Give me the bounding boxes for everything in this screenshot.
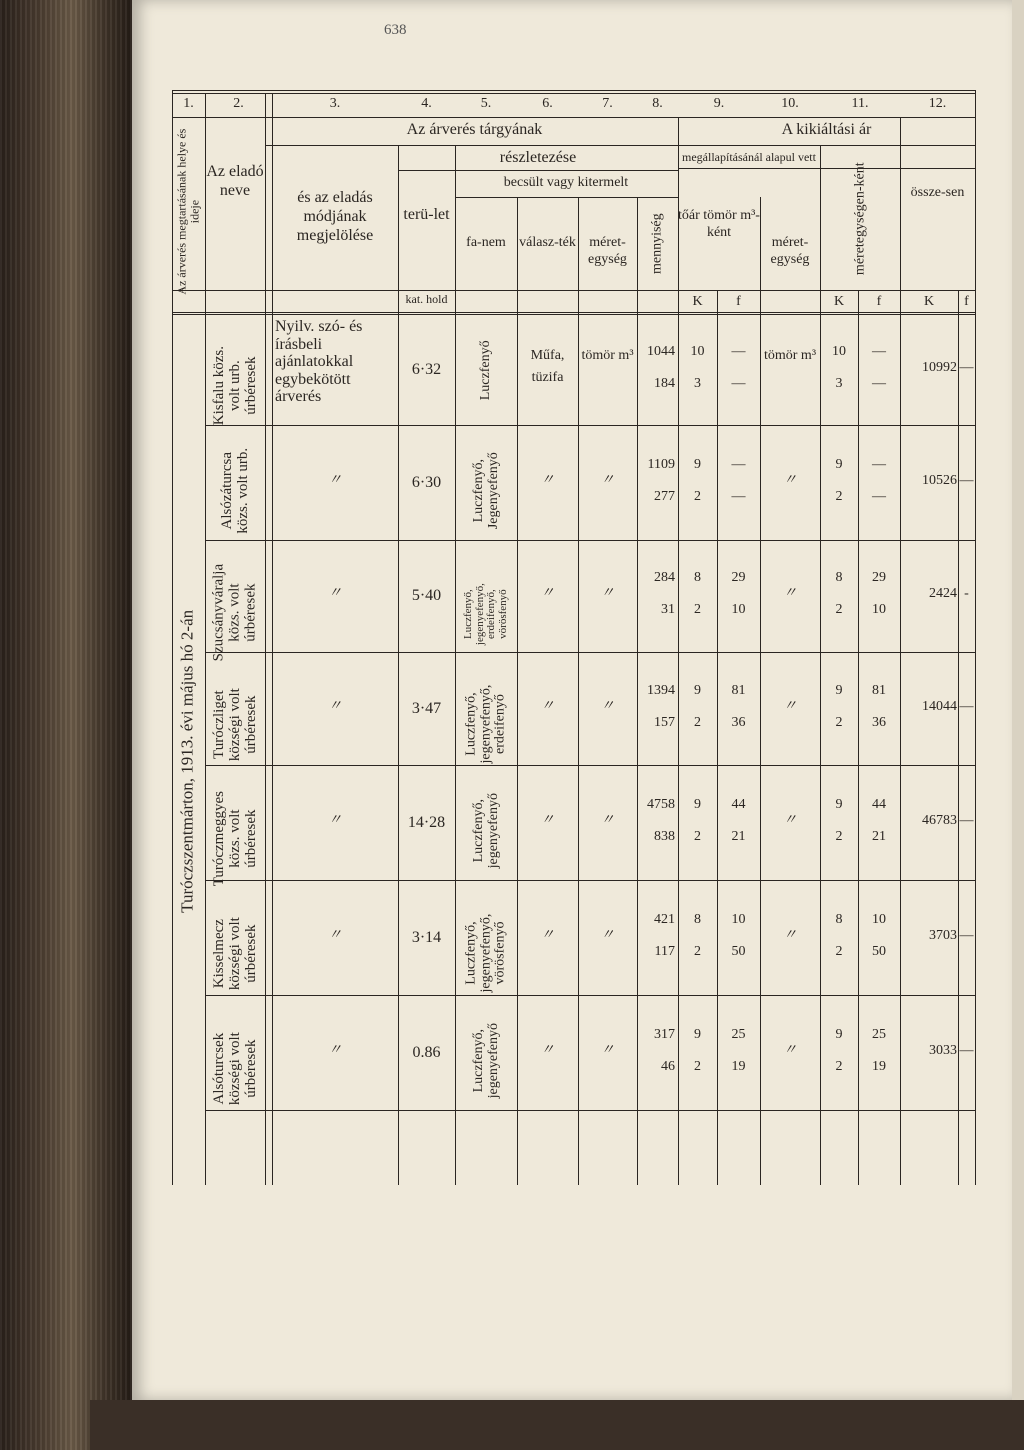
column-number: 6. <box>542 96 553 111</box>
rule-v <box>678 117 679 1185</box>
row-rule <box>205 652 975 653</box>
row-unit2: 〃 <box>783 586 797 601</box>
row-unit2: 〃 <box>783 698 797 714</box>
column-number: 2. <box>233 96 244 111</box>
row-unit: 〃 <box>600 812 615 828</box>
row-quantity: 184 <box>654 375 675 391</box>
row-rule <box>205 880 975 881</box>
column-number: 1. <box>183 96 194 111</box>
header-assortment: válasz-ték <box>519 235 576 250</box>
row-method: 〃 <box>328 1042 342 1058</box>
row-assortment: 〃 <box>540 472 555 488</box>
row-total-f: - <box>964 586 969 601</box>
rule-v <box>272 93 273 1185</box>
header-area-unit: kat. hold <box>405 292 448 306</box>
row-price-f: 81 <box>731 682 746 698</box>
rule-v-K-f-1 <box>717 290 718 1185</box>
row-unit2: 〃 <box>783 812 797 828</box>
row-area: 6·32 <box>411 360 442 378</box>
row-quantity: 277 <box>654 488 675 504</box>
row-species: Luczfenyő, jegenyefenyő, erdeifenyő <box>462 684 508 763</box>
row-price-K: 2 <box>694 602 701 617</box>
row-total-f: — <box>959 698 974 714</box>
row-unit: 〃 <box>600 472 615 488</box>
rule-v <box>900 117 901 1185</box>
row-price-f: 25 <box>731 1026 746 1042</box>
row-per-unit-f: 81 <box>872 682 886 698</box>
row-per-unit-K: 10 <box>832 343 846 359</box>
column-number: 11. <box>851 96 869 111</box>
row-assortment: 〃 <box>540 1042 555 1058</box>
header-place-time: Az árverés megtartásának helye és ideje <box>174 128 201 295</box>
row-total-K: 46783 <box>922 812 957 828</box>
row-seller: Turóczmeggyes közs. volt úrbéresek <box>210 790 258 887</box>
row-unit2: 〃 <box>783 472 797 488</box>
row-price-K: 2 <box>694 488 701 504</box>
row-price-K: 2 <box>694 1058 701 1074</box>
row-per-unit-f: — <box>872 375 886 391</box>
header-rule-1 <box>265 145 975 146</box>
row-assortment: 〃 <box>540 698 555 714</box>
row-unit: 〃 <box>600 927 615 943</box>
header-total: össze-sen <box>910 185 965 200</box>
row-per-unit-K: 8 <box>835 570 843 585</box>
row-per-unit-f: 10 <box>872 602 886 617</box>
header-per-unit: méretegységen-ként <box>852 162 868 276</box>
row-per-unit-f: 44 <box>872 796 886 812</box>
page-number: 638 <box>384 22 407 38</box>
header-K: K <box>923 294 935 309</box>
header-quantity: mennyiség <box>649 213 665 275</box>
rule-v-K-f-2 <box>858 290 859 1185</box>
row-rule <box>205 765 975 766</box>
column-number: 4. <box>421 96 432 111</box>
row-per-unit-f: 25 <box>872 1026 886 1042</box>
header-details: részletezése <box>499 149 577 166</box>
header-rule-2 <box>398 170 678 171</box>
row-price-K: 10 <box>690 343 705 359</box>
header-stump-price: tőár tömör m³-ként <box>678 208 760 240</box>
row-seller: Kisselmecz községi volt úrbéresek <box>210 917 258 991</box>
row-quantity: 838 <box>654 828 675 844</box>
row-per-unit-f: 21 <box>872 828 886 844</box>
row-seller: Alsózáturcsa közs. volt urb. <box>218 447 250 534</box>
row-quantity: 4758 <box>647 796 675 812</box>
row-assortment: 〃 <box>540 586 555 601</box>
row-per-unit-K: 2 <box>835 488 843 504</box>
row-quantity: 421 <box>654 911 675 927</box>
header-f: f <box>736 294 741 309</box>
row-price-K: 2 <box>694 828 701 844</box>
row-price-f: 10 <box>731 911 746 927</box>
row-price-f: — <box>731 375 746 391</box>
row-species: Luczfenyő, jegenyefenyő, erdeifenyő, vörösfenyő <box>461 582 509 645</box>
row-per-unit-K: 9 <box>835 796 843 812</box>
column-number: 10. <box>781 96 799 111</box>
row-area: 5·40 <box>411 587 442 604</box>
row-price-f: — <box>731 488 746 504</box>
row-species: Luczfenyő, jegenyefenyő, vörösfenyő <box>462 913 508 992</box>
header-f: f <box>964 294 969 309</box>
row-quantity: 46 <box>661 1058 675 1074</box>
row-quantity: 317 <box>654 1026 675 1042</box>
row-price-f: 44 <box>731 796 746 812</box>
header-K: K <box>833 294 845 309</box>
header-units-rule <box>172 312 975 313</box>
row-assortment: 〃 <box>540 812 555 828</box>
row-method: 〃 <box>328 698 342 714</box>
row-quantity: 31 <box>661 602 675 617</box>
table-top-rule <box>172 90 975 91</box>
table-top-rule-2 <box>172 93 975 94</box>
row-per-unit-K: 2 <box>835 714 843 730</box>
row-species: Luczfenyő, jegenyefenyő <box>470 792 500 868</box>
row-per-unit-f: 19 <box>872 1058 886 1074</box>
row-rule <box>205 995 975 996</box>
place-time-text: Turóczszentmárton, 1913. évi május hó 2-án <box>177 609 197 913</box>
row-quantity: 157 <box>654 714 675 730</box>
row-rule <box>205 425 975 426</box>
row-per-unit-K: 8 <box>835 911 843 927</box>
column-number: 12. <box>928 96 947 111</box>
row-price-f: — <box>731 343 746 359</box>
header-K: K <box>692 294 703 309</box>
header-rule-4 <box>678 168 975 169</box>
header-subject-group: Az árverés tárgyának <box>406 121 543 138</box>
row-unit: 〃 <box>600 586 615 601</box>
row-unit2: tömör m³ <box>763 348 817 363</box>
row-area: 6·30 <box>411 473 442 491</box>
header-estimated: becsült vagy kitermelt <box>503 175 629 190</box>
row-per-unit-K: 9 <box>835 456 843 472</box>
header-sale-method: és az eladás módjának megjelölése <box>296 189 374 245</box>
page-edge <box>1012 0 1024 1400</box>
rule-v <box>205 93 206 1185</box>
row-total-K: 2424 <box>929 586 957 601</box>
row-unit2: 〃 <box>783 927 797 943</box>
row-rule <box>205 1110 975 1111</box>
row-price-K: 8 <box>694 911 701 927</box>
row-species: Luczfenyő, Jegenyefenyő <box>470 451 500 529</box>
header-bottom-rule <box>172 290 975 291</box>
row-unit: 〃 <box>600 698 615 714</box>
row-quantity: 117 <box>654 943 675 959</box>
row-unit2: 〃 <box>783 1042 797 1058</box>
header-f: f <box>876 294 882 309</box>
row-price-f: 10 <box>731 602 746 617</box>
row-area: 3·47 <box>411 699 442 717</box>
row-price-K: 8 <box>694 570 701 585</box>
row-total-f: — <box>959 472 974 488</box>
column-number: 7. <box>602 96 613 111</box>
row-per-unit-f: 10 <box>872 911 886 927</box>
row-per-unit-f: 50 <box>872 943 886 959</box>
row-total-f: — <box>959 812 974 828</box>
row-per-unit-f: — <box>872 456 886 472</box>
row-price-K: 9 <box>694 1026 701 1042</box>
row-price-f: 19 <box>731 1058 746 1074</box>
row-total-f: — <box>959 1042 974 1058</box>
row-method: 〃 <box>328 812 342 828</box>
row-per-unit-K: 2 <box>835 943 843 959</box>
auction-table <box>172 90 980 1180</box>
row-price-K: 3 <box>694 375 701 391</box>
header-wood-type: fa-nem <box>466 235 506 250</box>
row-per-unit-K: 2 <box>835 828 843 844</box>
row-seller: Alsóturcsek községi volt úrbéresek <box>210 1032 258 1106</box>
rule-v <box>172 90 173 1185</box>
header-measure-unit: méret-egység <box>588 235 627 267</box>
row-price-f: 50 <box>731 943 746 959</box>
row-price-f: 36 <box>731 714 746 730</box>
row-species: Luczfenyő <box>477 339 493 400</box>
row-price-f: 21 <box>731 828 746 844</box>
row-quantity: 284 <box>654 570 675 585</box>
row-quantity: 1044 <box>647 343 675 359</box>
row-seller: Kisfalu közs. volt urb. úrbéresek <box>210 346 258 426</box>
row-per-unit-K: 9 <box>835 682 843 698</box>
row-per-unit-f: — <box>872 488 886 504</box>
row-seller: Turóczliget községi volt úrbéresek <box>210 688 258 762</box>
rule-v <box>265 93 266 1185</box>
col-number-rule <box>172 117 975 118</box>
row-unit: tömör m³ <box>581 348 634 363</box>
row-quantity: 1394 <box>647 682 675 698</box>
row-method: 〃 <box>328 927 342 943</box>
row-price-K: 9 <box>694 456 701 472</box>
row-per-unit-f: 29 <box>872 570 886 585</box>
header-basis: megállapításánál alapul vett <box>682 150 816 164</box>
row-total-K: 10992 <box>922 359 957 375</box>
row-area: 3·14 <box>411 928 442 946</box>
row-per-unit-K: 9 <box>835 1026 843 1042</box>
column-number: 9. <box>713 96 725 111</box>
row-method: 〃 <box>328 472 342 488</box>
book-spine <box>0 0 132 1450</box>
row-per-unit-K: 3 <box>835 375 843 391</box>
row-total-K: 3033 <box>929 1042 957 1058</box>
row-rule <box>205 540 975 541</box>
row-total-K: 14044 <box>922 698 957 714</box>
header-unit2: méret-egység <box>770 235 810 267</box>
header-seller-name: Az eladó neve <box>206 163 264 200</box>
rule-v <box>455 145 456 1185</box>
row-per-unit-f: 36 <box>872 714 886 730</box>
column-number: 5. <box>480 96 492 111</box>
row-price-f: — <box>731 456 746 472</box>
row-assortment: 〃 <box>540 927 555 943</box>
row-price-f: 29 <box>731 570 746 585</box>
row-assortment: Műfa, tüzifa <box>530 348 565 386</box>
row-total-f: — <box>959 927 974 943</box>
row-quantity: 1109 <box>647 456 675 472</box>
row-price-K: 9 <box>694 682 701 698</box>
row-price-K: 9 <box>694 796 701 812</box>
row-per-unit-K: 2 <box>835 602 843 617</box>
row-method: Nyilv. szó- és írásbeli ajánlatokkal egybekötött árverés <box>275 318 363 406</box>
row-total-f: — <box>959 359 974 375</box>
row-price-K: 2 <box>694 714 701 730</box>
row-method: 〃 <box>328 586 342 601</box>
row-area: 0.86 <box>412 1043 441 1061</box>
row-seller: Szucsányváralja közs. volt úrbéresek <box>210 563 258 661</box>
column-number: 8. <box>652 96 663 111</box>
header-units-rule-2 <box>172 314 975 315</box>
book-bottom <box>90 1400 1024 1450</box>
header-rule-3 <box>455 197 678 198</box>
row-per-unit-f: — <box>872 343 886 359</box>
row-unit: 〃 <box>600 1042 615 1058</box>
row-species: Luczfenyő, jegenyefenyő <box>470 1022 500 1098</box>
row-total-K: 3703 <box>929 927 957 943</box>
column-number: 3. <box>329 96 341 111</box>
row-price-K: 2 <box>694 943 701 959</box>
row-per-unit-K: 2 <box>835 1058 843 1074</box>
header-starting-price: A kikiáltási ár <box>781 121 872 138</box>
row-total-K: 10526 <box>922 472 957 488</box>
header-area: terü-let <box>403 206 450 223</box>
row-area: 14·28 <box>407 813 446 831</box>
rule-v <box>975 90 976 1185</box>
